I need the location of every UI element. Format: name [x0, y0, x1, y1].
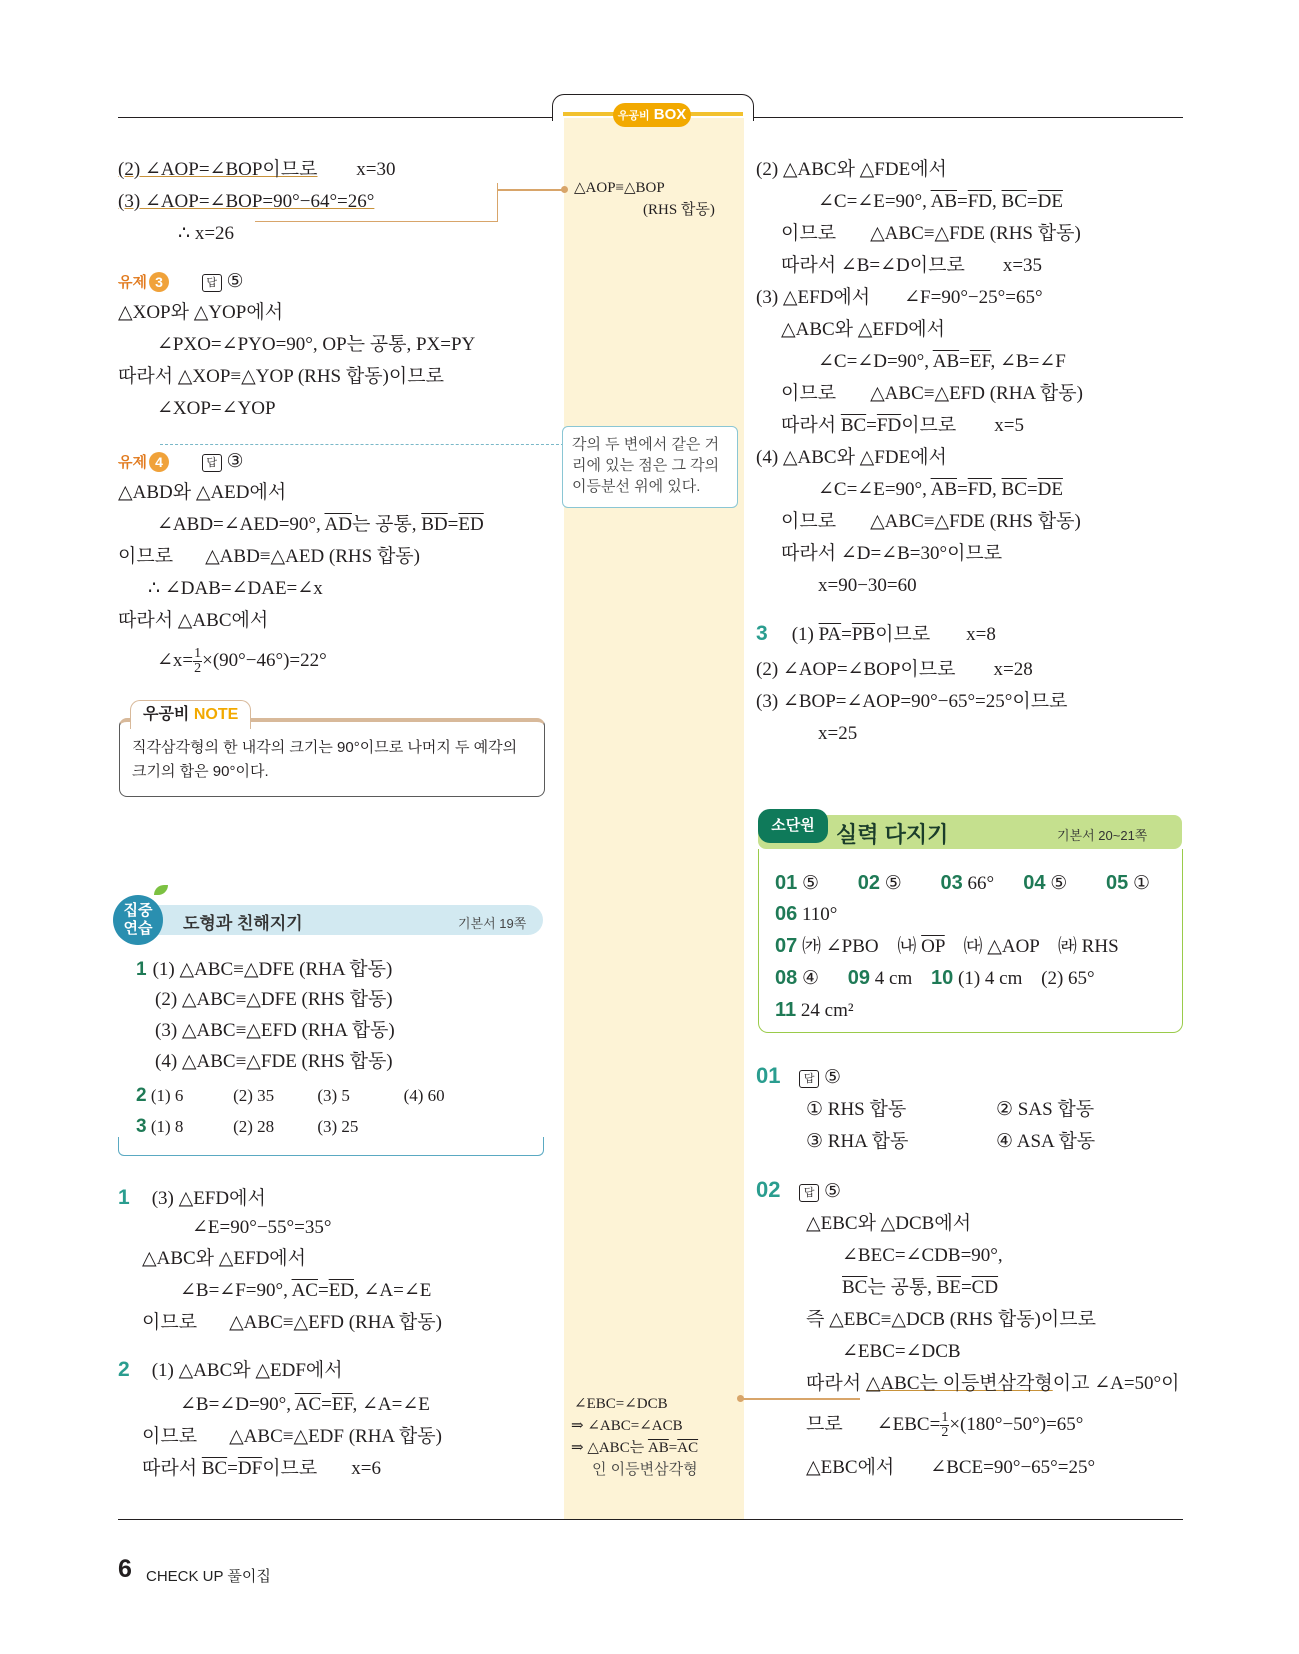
q02-line-8: △EBC에서 ∠BCE=90°−65°=25°	[806, 1457, 1096, 1478]
practice-bracket	[118, 1137, 544, 1156]
side-note-2-line-2: 리에 있는 점은 그 각의	[572, 457, 720, 474]
left-line-1-x: x=30	[356, 159, 396, 180]
skill-badge: 소단원	[758, 809, 828, 843]
skill-ref: 기본서 20~21쪽	[1057, 828, 1148, 843]
right-b4: 이므로 △ABC≡△EFD (RHA 합동)	[781, 383, 1083, 404]
side-note-1a: △AOP≡△BOP	[574, 180, 665, 196]
right-p3-3: (3) ∠BOP=∠AOP=90°−65°=25°이므로	[756, 691, 1068, 712]
side-note-3d: 인 이등변삼각형	[592, 1461, 698, 1478]
box-label	[613, 103, 691, 127]
ex4-line-6: ∠x= $\frac{1}{2}$ ×(90°−46°)=22°	[157, 646, 327, 676]
side-note-3c: ⇒ △ABC는 $\overline{AB}=\overline{AC}$	[571, 1440, 699, 1456]
sol2-line-2: ∠B=∠D=90°, $\overline{AC}=\overline{EF}$, ∠A=∠E	[180, 1394, 430, 1415]
fraction: $\frac{1}{2}$	[941, 1410, 949, 1440]
ex4-answer: ③	[226, 451, 244, 472]
practice-row-3: 3 (1) 8 (2) 28 (3) 25	[136, 1116, 359, 1137]
right-p3-1: 3 (1) $\overline{PA}=\overline{PB}$이므로 x=8	[756, 622, 996, 645]
q02-line-4: 즉 △EBC≡△DCB (RHS 합동)이므로	[806, 1309, 1096, 1330]
right-a1: (2) △ABC와 △FDE에서	[756, 159, 947, 180]
right-c1: (4) △ABC와 △FDE에서	[756, 447, 947, 468]
side-note-2-line-3: 이등분선 위에 있다.	[572, 478, 701, 495]
ex4-line-5: 따라서 △ABC에서	[118, 610, 269, 631]
right-a2: ∠C=∠E=90°, $\overline{AB}=\overline{FD}$, $\overline{BC}=\overline{DE}$	[818, 191, 1063, 212]
answer-icon: 답	[799, 1184, 819, 1202]
practice-row-1-3: (3) △ABC≡△EFD (RHA 합동)	[155, 1020, 395, 1041]
q01-header: 01 답 ⑤	[756, 1063, 842, 1088]
practice-row-1-4: (4) △ABC≡△FDE (RHS 합동)	[155, 1051, 393, 1072]
left-line-1-text: (2) ∠AOP=∠BOP이므로	[118, 159, 318, 180]
side-note-1b: (RHS 합동)	[643, 202, 715, 218]
skill-row-1: 01 ⑤ 02 ⑤ 03 66° 04 ⑤ 05 ①	[775, 872, 1151, 894]
practice-row-1-2: (2) △ABC≡△DFE (RHS 합동)	[155, 989, 393, 1010]
side-note-2-line-1: 각의 두 변에서 같은 거	[572, 436, 720, 453]
practice-title: 도형과 친해지기	[183, 914, 303, 933]
skill-row-3: 07 ㈎ ∠PBO ㈏ $\overline{OP}$ ㈐ △AOP ㈑ RHS	[775, 935, 1119, 957]
sol1-line-5: 이므로 △ABC≡△EFD (RHA 합동)	[142, 1312, 442, 1333]
q02-line-1: △EBC와 △DCB에서	[806, 1213, 972, 1234]
connector-bracket	[255, 183, 498, 222]
ex3-line-1: △XOP와 △YOP에서	[118, 302, 284, 323]
q01-options-1: ① RHS 합동 ② SAS 합동	[806, 1099, 1095, 1120]
sol2-line-1: 2 (1) △ABC와 △EDF에서	[118, 1358, 343, 1381]
bottom-rule	[118, 1519, 1183, 1520]
right-a4: 따라서 ∠B=∠D이므로 x=35	[781, 255, 1043, 276]
ex4-line-1: △ABD와 △AED에서	[118, 482, 287, 503]
right-b2: △ABC와 △EFD에서	[781, 319, 945, 340]
right-p3-4: x=25	[818, 723, 858, 744]
leaf-icon	[154, 885, 168, 895]
right-p3-2: (2) ∠AOP=∠BOP이므로 x=28	[756, 659, 1033, 680]
note-text-1: 직각삼각형의 한 내각의 크기는 90°이므로 나머지 두 예각의	[132, 739, 518, 756]
note-text-2: 크기의 합은 90°이다.	[132, 763, 269, 780]
q02-connector-dot	[737, 1395, 744, 1402]
sol1-line-2: ∠E=90°−55°=35°	[192, 1217, 332, 1238]
right-c3: 이므로 △ABC≡△FDE (RHS 합동)	[781, 511, 1081, 532]
q02-line-6: 따라서 △ABC는 이등변삼각형이고 ∠A=50°이	[806, 1373, 1180, 1394]
side-note-3b: ⇒ ∠ABC=∠ACB	[571, 1418, 683, 1434]
sol1-line-4: ∠B=∠F=90°, $\overline{AC}=\overline{ED}$, ∠A=∠E	[180, 1280, 432, 1301]
left-line-3: ∴ x=26	[178, 223, 235, 244]
ex3-tag: 유제 3	[118, 274, 169, 291]
ex3-line-4: ∠XOP=∠YOP	[157, 398, 276, 419]
sol2-line-4: 따라서 $\overline{BC}=\overline{DF}$이므로 x=6	[142, 1458, 381, 1479]
right-b3: ∠C=∠D=90°, $\overline{AB}=\overline{EF}$, ∠B=∠F	[818, 351, 1066, 372]
note-box	[119, 718, 545, 797]
sol2-line-3: 이므로 △ABC≡△EDF (RHA 합동)	[142, 1426, 442, 1447]
ex4-line-2: ∠ABD=∠AED=90°, $\overline{AD}$는 공통, $\overline{BD}=\overline{ED}$	[157, 514, 484, 535]
connector-line	[497, 189, 565, 191]
skill-row-2: 06 110°	[775, 903, 838, 925]
practice-row-2: 2 (1) 6 (2) 35 (3) 5 (4) 60	[136, 1085, 445, 1106]
ex3-header	[118, 269, 244, 296]
connector-dot	[561, 186, 568, 193]
q02-connector-line	[740, 1398, 860, 1400]
answer-icon: 답	[202, 454, 222, 472]
right-c2: ∠C=∠E=90°, $\overline{AB}=\overline{FD}$, $\overline{BC}=\overline{DE}$	[818, 479, 1063, 500]
practice-row-1: 1 (1) △ABC≡△DFE (RHA 합동)	[136, 959, 393, 980]
skill-row-4: 08 ④ 09 4 cm 10 (1) 4 cm (2) 65°	[775, 967, 1095, 989]
right-c5: x=90−30=60	[818, 575, 917, 596]
answer-icon: 답	[202, 274, 222, 292]
q02-line-2: ∠BEC=∠CDB=90°,	[842, 1245, 1003, 1266]
q02-line-5: ∠EBC=∠DCB	[842, 1341, 961, 1362]
ex3-line-3: 따라서 △XOP≡△YOP (RHS 합동)이므로	[118, 366, 444, 387]
box-label-pre: 우공비	[617, 110, 650, 122]
ex4-line-3: 이므로 △ABD≡△AED (RHS 합동)	[118, 546, 420, 567]
q01-options-2: ③ RHA 합동 ④ ASA 합동	[806, 1131, 1096, 1152]
book-name: CHECK UP 풀이집	[146, 1568, 271, 1585]
right-c4: 따라서 ∠D=∠B=30°이므로	[781, 543, 1003, 564]
q02-line-7: 므로 ∠EBC= $\frac{1}{2}$ ×(180°−50°)=65°	[806, 1410, 1084, 1440]
sol1-line-1: 1 (3) △EFD에서	[118, 1186, 266, 1209]
note-title: 우공비 NOTE	[130, 700, 251, 729]
ex3-line-2: ∠PXO=∠PYO=90°, OP는 공통, PX=PY	[157, 334, 476, 355]
right-b5: 따라서 $\overline{BC}=\overline{FD}$이므로 x=5	[781, 415, 1024, 436]
right-b1: (3) △EFD에서 ∠F=90°−25°=65°	[756, 287, 1043, 308]
dashed-connector	[160, 444, 564, 445]
q02-line-3: $\overline{BC}$는 공통, $\overline{BE}=\overline{CD}$	[842, 1277, 999, 1298]
sol1-line-3: △ABC와 △EFD에서	[142, 1248, 306, 1269]
ex4-tag: 유제 4	[118, 454, 169, 471]
side-note-3a: ∠EBC=∠DCB	[574, 1396, 668, 1412]
box-label-text: BOX	[653, 106, 687, 123]
skill-row-5: 11 24 cm²	[775, 999, 854, 1021]
left-line-2-text: (3) ∠AOP=∠BOP=90°−64°=26°	[118, 191, 375, 212]
ex3-answer: ⑤	[226, 271, 244, 292]
skill-title: 실력 다지기	[836, 822, 949, 847]
ex4-line-4: ∴ ∠DAB=∠DAE=∠x	[148, 578, 323, 599]
practice-badge: 집중연습	[113, 895, 163, 945]
right-a3: 이므로 △ABC≡△FDE (RHS 합동)	[781, 223, 1081, 244]
left-line-1	[118, 157, 395, 183]
side-column	[564, 118, 744, 1520]
practice-ref: 기본서 19쪽	[458, 916, 527, 931]
q02-header: 02 답 ⑤	[756, 1177, 842, 1202]
ex4-header	[118, 449, 244, 476]
fraction: $\frac{1}{2}$	[194, 646, 202, 676]
page-number: 6	[118, 1555, 132, 1583]
answer-icon: 답	[799, 1070, 819, 1088]
